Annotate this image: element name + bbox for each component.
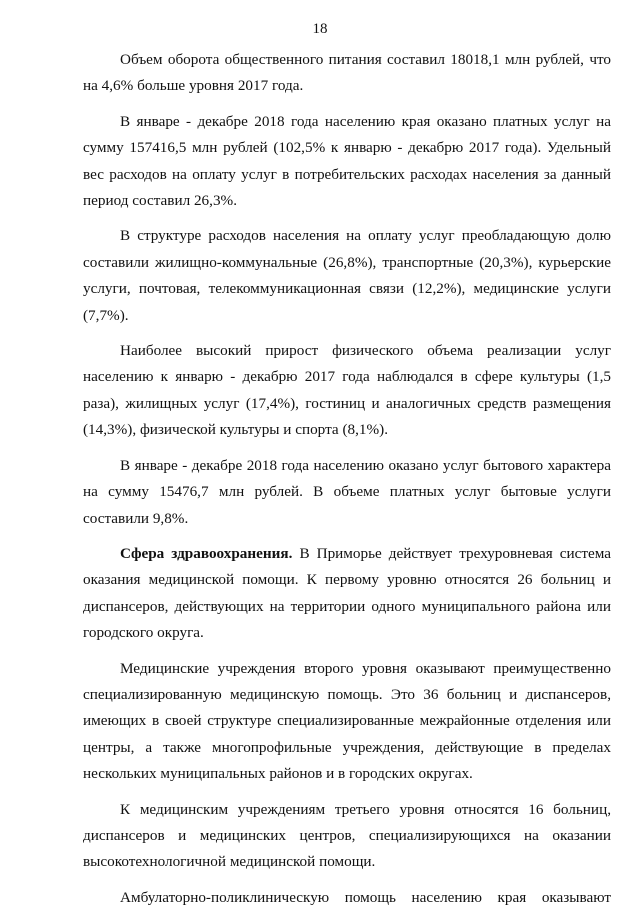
paragraph-healthcare-text: В Приморье действует трехуровневая система оказания медицинской помощи. К первому уровню относятся 26 больниц и диспансеров, действующих на территории одного муниципального района или городского округа. [83, 544, 611, 642]
paragraph-healthcare-intro [83, 541, 611, 647]
paragraph-third-level-institutions: К медицинским учреждениям третьего уровня относятся 16 больниц, диспансеров и медицинских центров, специализирующихся на оказании высокотехнологичной медицинской помощи. [83, 800, 611, 871]
paragraph-catering-turnover: Объем оборота общественного питания составил 18018,1 млн рублей, что на 4,6% больше уровня 2017 года. [83, 51, 611, 95]
paragraph-services-growth: Наиболее высокий прирост физического объема реализации услуг населению к январю - декабрю 2017 года наблюдался в сфере культуры (1,5 раза), жилищных услуг (17,4%), гостиниц и аналогичных средств размещения (14,3%), физической культуры и спорта (8,1%). [83, 342, 611, 439]
page-number: 18 [312, 21, 328, 37]
paragraph-services-expense-structure: В структуре расходов населения на оплату услуг преобладающую долю составили жилищно-коммунальные (26,8%), транспортные (20,3%), курьерские услуги, почтовая, телекоммуникационная связи (12,2%), медицинские услуги (7,7%). [83, 227, 611, 324]
page-body [83, 47, 611, 911]
paragraph-household-services: В январе - декабре 2018 года населению оказано услуг бытового характера на сумму 15476,7 млн рублей. В объеме платных услуг бытовые услуги составили 9,8%. [83, 456, 611, 527]
paragraph-outpatient-care: Амбулаторно-поликлиническую помощь населению края оказывают [120, 888, 611, 906]
paragraph-paid-services-volume: В январе - декабре 2018 года населению края оказано платных услуг на сумму 157416,5 млн рублей (102,5% к январю - декабрю 2017 года). Удельный вес расходов на оплату услуг в потребительских расходах населения за данный период составил 26,3%. [83, 112, 611, 210]
paragraph-second-level-institutions: Медицинские учреждения второго уровня оказывают преимущественно специализированную медицинскую помощь. Это 36 больниц и диспансеров, имеющих в своей структуре специализированные межрайонные отделения или центры, а также многопрофильные учреждения, действующие в пределах нескольких муниципальных районов и в городских округах. [83, 659, 611, 783]
section-heading-healthcare: Сфера здравоохранения. [120, 544, 293, 562]
